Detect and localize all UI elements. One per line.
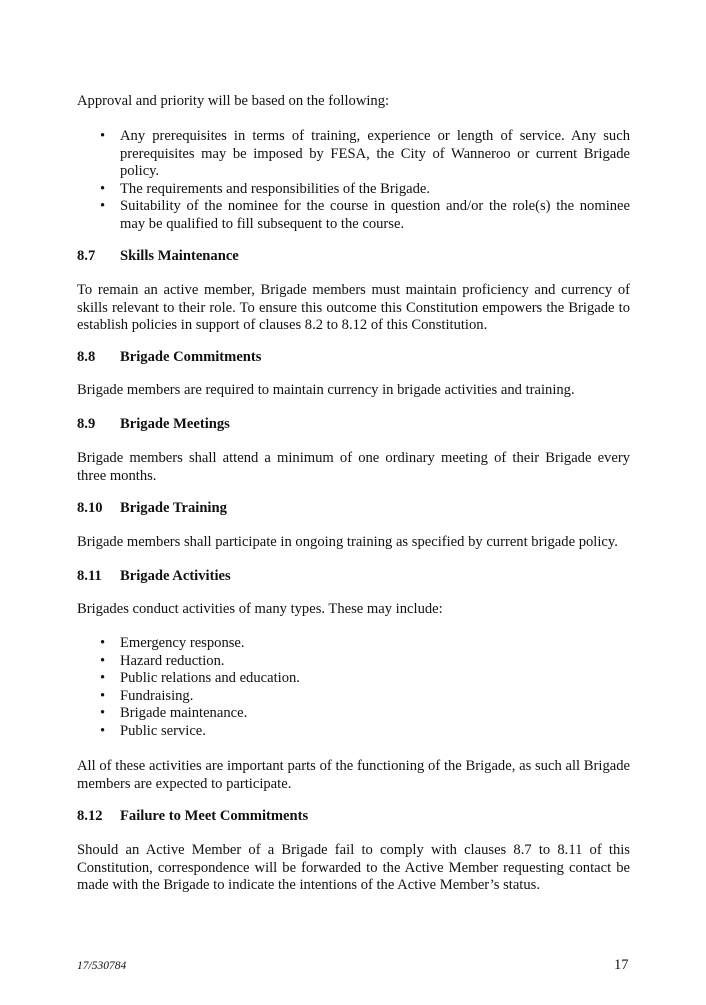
- section-body-8-9: Brigade members shall attend a minimum of one ordinary meeting of their Brigade every three months.: [77, 450, 630, 484]
- list-item: [77, 670, 630, 688]
- list-item: [77, 635, 630, 653]
- list-item-text: Fundraising.: [120, 687, 194, 704]
- list-item-text: Any prerequisites in terms of training, experience or length of service. Any such prerequisites may be imposed by FESA, the City of Wanneroo or current Brigade policy.: [120, 128, 630, 179]
- list-item: [77, 181, 630, 199]
- bullet-icon: •: [100, 705, 106, 721]
- list-item-text: Suitability of the nominee for the course in question and/or the role(s) the nominee may be qualified to fill subsequent to the course.: [120, 198, 630, 232]
- section-body-8-10: Brigade members shall participate in ongoing training as specified by current brigade policy.: [77, 534, 618, 550]
- list-item-text: Public relations and education.: [120, 670, 300, 686]
- bullet-icon: •: [100, 687, 106, 704]
- list-item-text: Brigade maintenance.: [120, 705, 248, 721]
- list-item: [77, 705, 630, 723]
- approval-criteria-list: [77, 128, 630, 233]
- list-item: [77, 198, 630, 233]
- activities-closing-paragraph: All of these activities are important parts of the functioning of the Brigade, as such all Brigade members are expected to participate.: [77, 758, 630, 792]
- list-item-text: The requirements and responsibilities of the Brigade.: [120, 180, 431, 197]
- bullet-icon: •: [100, 198, 106, 214]
- bullet-icon: •: [100, 670, 106, 686]
- section-number: 8.10: [77, 500, 103, 516]
- section-heading-8-11: [77, 568, 630, 586]
- bullet-icon: •: [100, 128, 106, 144]
- bullet-icon: •: [100, 635, 106, 651]
- section-body-8-11: Brigades conduct activities of many types. These may include:: [77, 601, 443, 617]
- section-title: Brigade Meetings: [120, 416, 230, 432]
- section-heading-8-10: [77, 500, 630, 518]
- section-body-8-12: Should an Active Member of a Brigade fail to comply with clauses 8.7 to 8.11 of this Constitution, correspondence will be forwarded to the Active Member requesting contact be made with the Brigade to indicate the intentions of the Active Member’s status.: [77, 842, 630, 893]
- section-title: Brigade Activities: [120, 568, 231, 584]
- list-item: [77, 653, 630, 671]
- section-title: Skills Maintenance: [120, 248, 239, 264]
- section-heading-8-7: [77, 248, 630, 266]
- list-item-text: Public service.: [120, 722, 206, 739]
- list-item-text: Emergency response.: [120, 635, 245, 651]
- section-number: 8.9: [77, 416, 96, 432]
- intro-paragraph: Approval and priority will be based on the following:: [77, 93, 390, 109]
- bullet-icon: •: [100, 180, 106, 197]
- section-number: 8.7: [77, 248, 96, 264]
- list-item: [77, 723, 630, 741]
- document-reference: 17/530784: [77, 960, 127, 972]
- section-body-8-8: Brigade members are required to maintain currency in brigade activities and training.: [77, 382, 575, 398]
- activities-list: [77, 635, 630, 740]
- section-title: Brigade Training: [120, 500, 227, 516]
- list-item: [77, 688, 630, 706]
- section-heading-8-8: [77, 349, 630, 367]
- section-heading-8-12: [77, 808, 630, 826]
- section-title: Brigade Commitments: [120, 349, 262, 365]
- list-item-text: Hazard reduction.: [120, 652, 225, 669]
- section-title: Failure to Meet Commitments: [120, 808, 309, 824]
- section-number: 8.12: [77, 808, 103, 824]
- page-number: 17: [614, 957, 629, 973]
- section-body-8-7: To remain an active member, Brigade members must maintain proficiency and currency of skills relevant to their role. To ensure this outcome this Constitution empowers the Brigade to establish policies in support of clauses 8.2 to 8.12 of this Constitution.: [77, 282, 630, 333]
- section-number: 8.8: [77, 349, 96, 365]
- bullet-icon: •: [100, 652, 106, 669]
- list-item: [77, 128, 630, 181]
- section-number: 8.11: [77, 568, 102, 584]
- section-heading-8-9: [77, 416, 630, 434]
- bullet-icon: •: [100, 722, 106, 739]
